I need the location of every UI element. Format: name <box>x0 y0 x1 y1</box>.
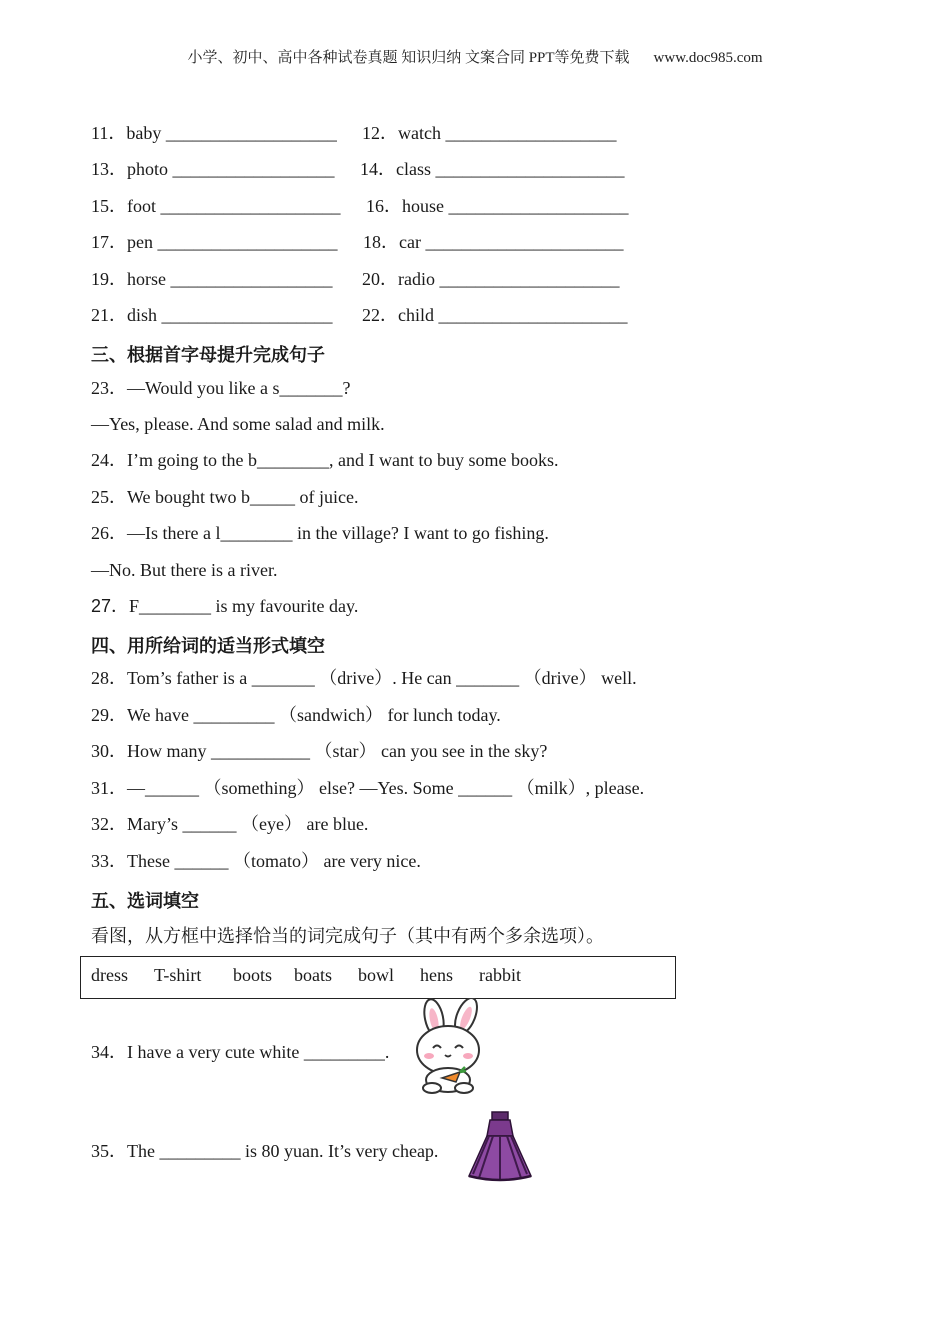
q23-answer-line: —Yes, please. And some salad and milk. <box>91 414 385 434</box>
section3-heading: 三、根据首字母提升完成句子 <box>91 345 325 366</box>
q24: 24．I’m going to the b________, and I want to buy some books. <box>91 450 559 470</box>
q15: 15．foot ____________________ <box>91 196 341 216</box>
q19: 19．horse __________________ <box>91 269 333 289</box>
q35: 35．The _________ is 80 yuan. It’s very cheap. <box>91 1141 439 1161</box>
section5-instruction: 看图，从方框中选择恰当的词完成句子（其中有两个多余选项）。 <box>91 926 604 947</box>
q29: 29．We have _________ （sandwich） for lunch today. <box>91 705 501 725</box>
q32: 32．Mary’s ______ （eye） are blue. <box>91 814 369 834</box>
q31: 31．—______ （something） else? —Yes. Some ______ （milk）, please. <box>91 778 645 798</box>
word-option: T-shirt <box>154 965 202 985</box>
header-text: 小学、初中、高中各种试卷真题 知识归纳 文案合同 PPT等免费下载 <box>187 50 630 66</box>
word-bank-box <box>80 956 676 999</box>
q25: 25．We bought two b_____ of juice. <box>91 487 359 507</box>
q14: 14．class _____________________ <box>360 159 625 179</box>
word-option: rabbit <box>479 965 521 985</box>
q17: 17．pen ____________________ <box>91 232 338 252</box>
dress-image <box>466 1110 534 1182</box>
q30: 30．How many ___________ （star） can you see in the sky? <box>91 741 548 761</box>
q26-answer-line: —No. But there is a river. <box>91 560 278 580</box>
word-option: boots <box>233 965 273 985</box>
q27-number: 27． <box>91 596 130 616</box>
q28: 28．Tom’s father is a _______ （drive）. He can _______ （drive） well. <box>91 668 637 688</box>
q27-text: F________ is my favourite day. <box>129 596 359 616</box>
page-header <box>0 46 950 67</box>
q23: 23．—Would you like a s_______? <box>91 378 351 398</box>
q33: 33．These ______ （tomato） are very nice. <box>91 851 421 871</box>
section5-heading: 五、选词填空 <box>91 891 199 912</box>
section4-heading: 四、用所给词的适当形式填空 <box>91 636 325 657</box>
q18: 18．car ______________________ <box>363 232 624 252</box>
header-site: www.doc985.com <box>653 50 763 66</box>
q26: 26．—Is there a l________ in the village? I want to go fishing. <box>91 523 549 543</box>
q27 <box>91 595 358 617</box>
word-option: hens <box>420 965 453 985</box>
word-option: boats <box>294 965 332 985</box>
word-option: dress <box>91 965 128 985</box>
q12: 12．watch ___________________ <box>362 123 617 143</box>
q11: 11．baby ___________________ <box>91 123 337 143</box>
q13: 13．photo __________________ <box>91 159 335 179</box>
q20: 20．radio ____________________ <box>362 269 620 289</box>
q34: 34．I have a very cute white _________. <box>91 1042 390 1062</box>
q21: 21．dish ___________________ <box>91 305 333 325</box>
q22: 22．child _____________________ <box>362 305 628 325</box>
q16: 16．house ____________________ <box>366 196 629 216</box>
word-option: bowl <box>358 965 394 985</box>
rabbit-image <box>402 998 494 1094</box>
